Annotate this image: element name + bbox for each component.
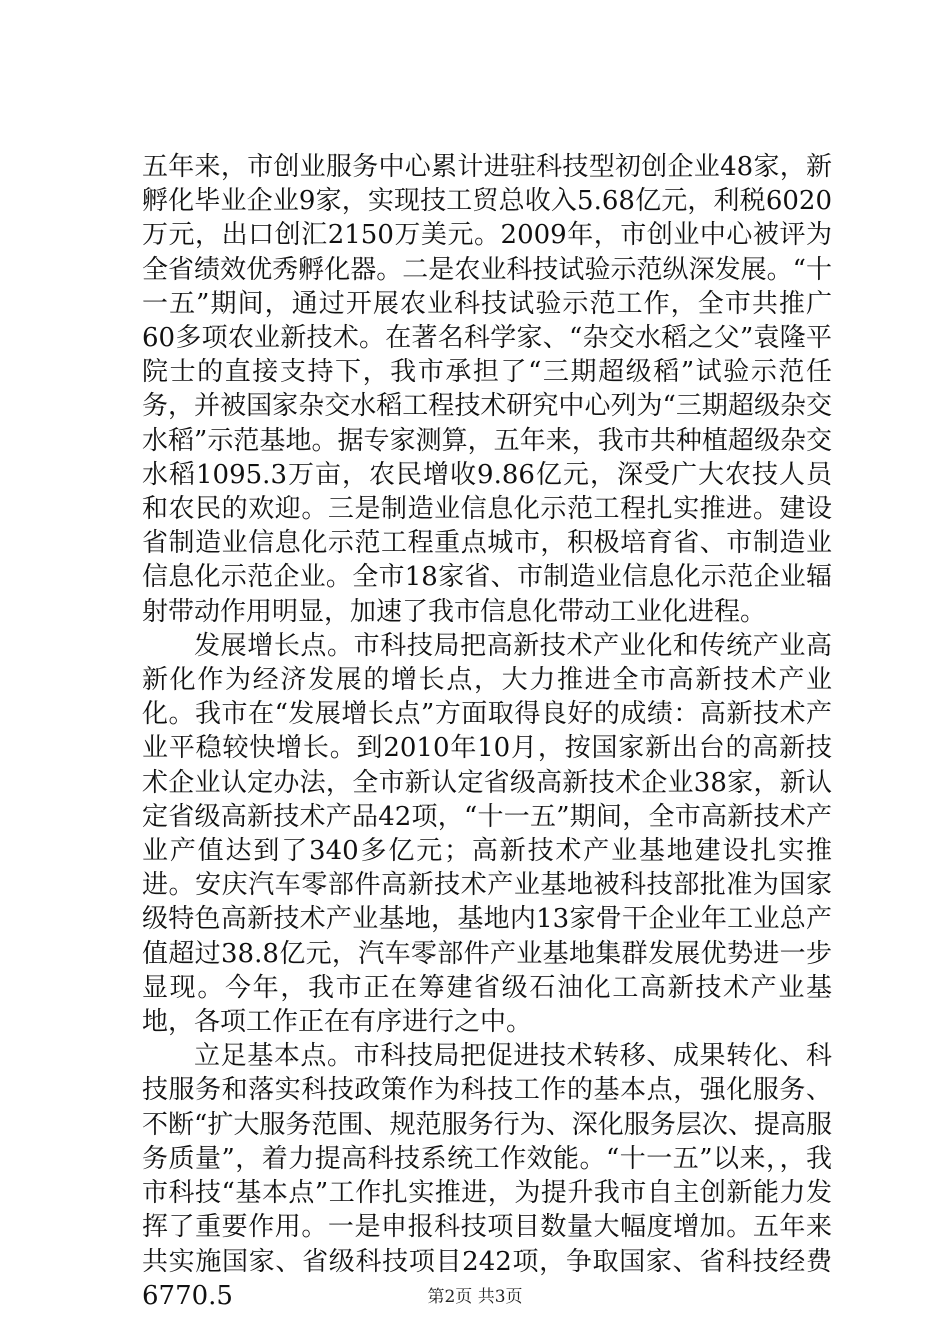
paragraph-3: 立足基本点。市科技局把促进技术转移、成果转化、科技服务和落实科技政策作为科技工作的基本点，强化服务、不断“扩大服务范围、规范服务行为、深化服务层次、提高服务质量”，着力提高科技系统工作效能。“十一五”以来，，我市科技“基本点”工作扎实推进，为提升我市自主创新能力发挥了重要作用。一是申报科技项目数量大幅度增加。五年来共实施国家、省级科技项目242项，争取国家、省科技经费6770.5 — [142, 1041, 832, 1311]
paragraph-1: 五年来，市创业服务中心累计进驻科技型初创企业48家，新孵化毕业企业9家，实现技工贸总收入5.68亿元，利税6020万元，出口创汇2150万美元。2009年，市创业中心被评为全省绩效优秀孵化器。二是农业科技试验示范纵深发展。“十一五”期间，通过开展农业科技试验示范工作，全市共推广60多项农业新技术。在著名科学家、“杂交水稻之父”袁隆平院士的直接支持下，我市承担了“三期超级稻”试验示范任务，并被国家杂交水稻工程技术研究中心列为“三期超级杂交水稻”示范基地。据专家测算，五年来，我市共种植超级杂交水稻1095.3万亩，农民增收9.86亿元，深受广大农技人员和农民的欢迎。三是制造业信息化示范工程扎实推进。建设省制造业信息化示范工程重点城市，积极培育省、市制造业信息化示范企业。全市18家省、市制造业信息化示范企业辐射带动作用明显，加速了我市信息化带动工业化进程。 — [142, 152, 832, 627]
paragraph-2: 发展增长点。市科技局把高新技术产业化和传统产业高新化作为经济发展的增长点，大力推进全市高新技术产业化。我市在“发展增长点”方面取得良好的成绩：高新技术产业平稳较快增长。到2010年10月，按国家新出台的高新技术企业认定办法，全市新认定省级高新技术企业38家，新认定省级高新技术产品42项，“十一五”期间，全市高新技术产业产值达到了340多亿元；高新技术产业基地建设扎实推进。安庆汽车零部件高新技术产业基地被科技部批准为国家级特色高新技术产业基地，基地内13家骨干企业年工业总产值超过38.8亿元，汽车零部件产业基地集群发展优势进一步显现。今年，我市正在筹建省级石油化工高新技术产业基地，各项工作正在有序进行之中。 — [142, 630, 832, 1038]
page-number-footer: 第2页 共3页 — [427, 1287, 523, 1307]
document-body — [142, 150, 832, 1313]
